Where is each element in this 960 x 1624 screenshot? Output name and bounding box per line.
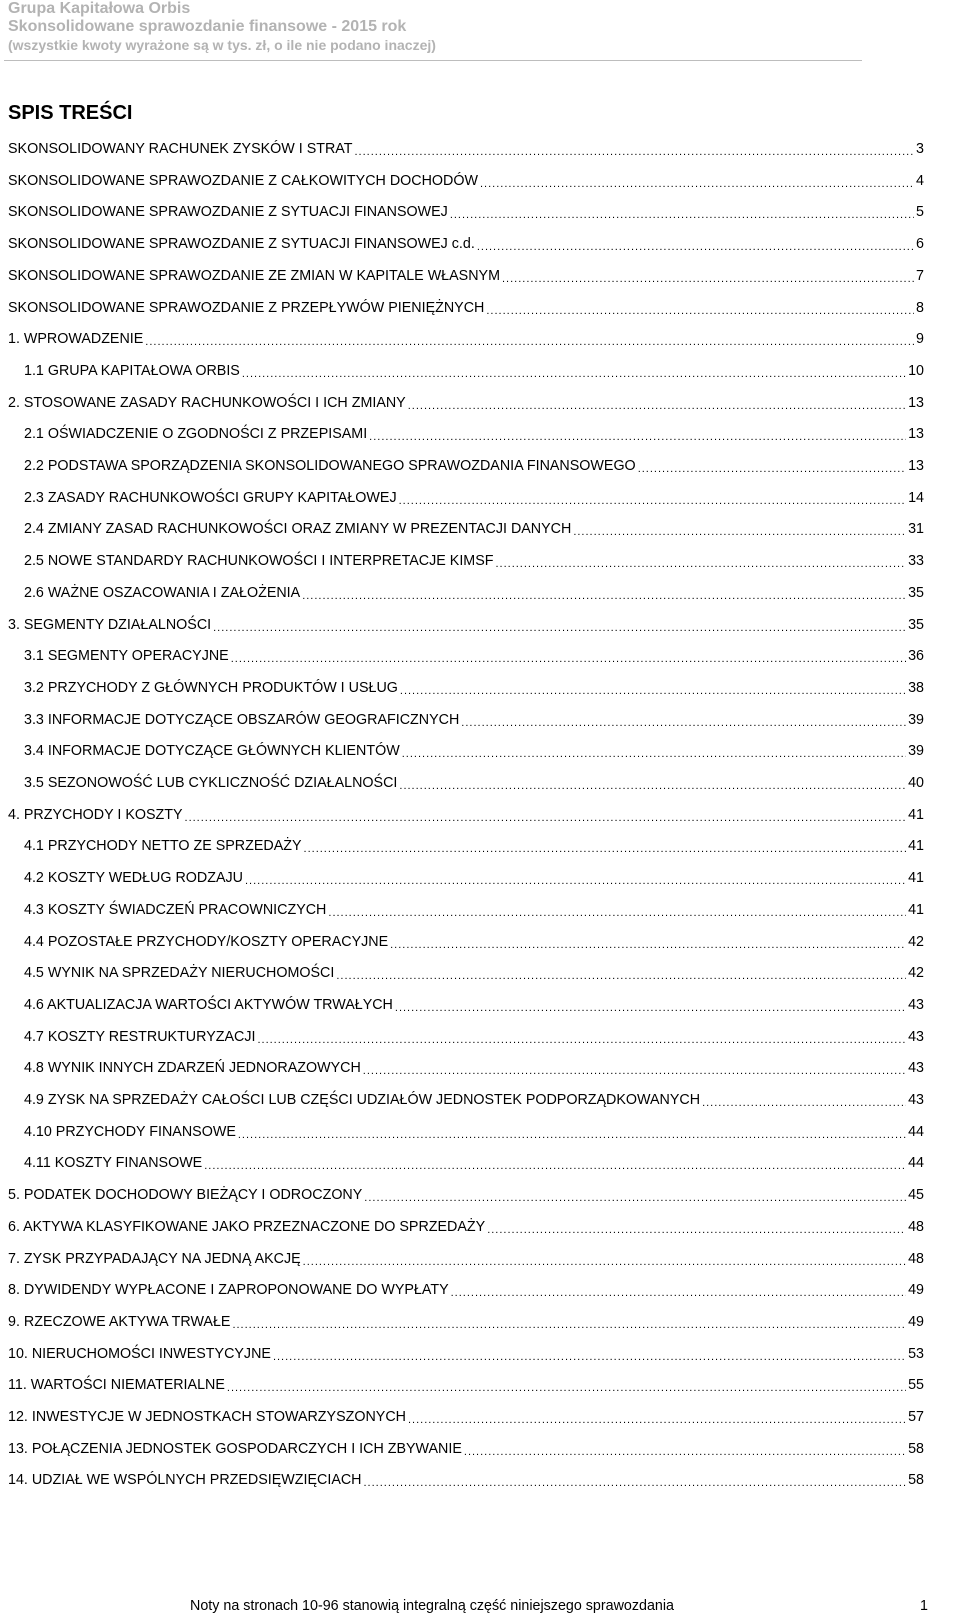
toc-entry-label: 1. WPROWADZENIE xyxy=(8,331,144,348)
toc-entry-label: 9. RZECZOWE AKTYWA TRWAŁE xyxy=(8,1313,231,1330)
toc-leader-dots xyxy=(702,1095,906,1109)
toc-leader-dots xyxy=(573,524,906,538)
toc-entry-page: 41 xyxy=(908,901,924,918)
toc-leader-dots xyxy=(238,1127,906,1141)
toc-entry-page: 58 xyxy=(908,1472,924,1489)
toc-entry[interactable] xyxy=(8,295,924,317)
toc-entry[interactable] xyxy=(24,485,924,507)
toc-entry-page: 5 xyxy=(916,204,924,221)
toc-entry-page: 55 xyxy=(908,1377,924,1394)
toc-leader-dots xyxy=(502,271,914,285)
toc-entry-page: 40 xyxy=(908,775,924,791)
footer-note: Noty na stronach 10-96 stanowią integralną część niniejszego sprawozdania xyxy=(190,1598,674,1614)
company-name: Grupa Kapitałowa Orbis xyxy=(8,0,191,17)
toc-entry-page: 35 xyxy=(908,584,924,601)
toc-entry-label: 3. SEGMENTY DZIAŁALNOŚCI xyxy=(8,616,212,633)
toc-leader-dots xyxy=(355,144,915,158)
toc-leader-dots xyxy=(400,683,906,697)
toc-leader-dots xyxy=(495,556,906,570)
toc-entry[interactable] xyxy=(8,390,924,412)
toc-entry[interactable] xyxy=(8,1309,924,1331)
toc-leader-dots xyxy=(257,1032,906,1046)
toc-leader-dots xyxy=(231,651,906,665)
toc-entry[interactable] xyxy=(24,992,924,1014)
toc-leader-dots xyxy=(395,1000,906,1014)
toc-entry-label: 3.3 INFORMACJE DOTYCZĄCE OBSZARÓW GEOGRAFICZNYCH xyxy=(24,711,460,728)
toc-entry-page: 49 xyxy=(908,1313,924,1330)
toc-entry-page: 33 xyxy=(908,553,924,570)
toc-entry[interactable] xyxy=(8,263,924,285)
toc-entry[interactable] xyxy=(8,1277,924,1299)
toc-leader-dots xyxy=(213,620,906,634)
toc-entry-label: 1.1 GRUPA KAPITAŁOWA ORBIS xyxy=(24,362,240,379)
toc-entry-label: 4.1 PRZYCHODY NETTO ZE SPRZEDAŻY xyxy=(24,838,302,855)
toc-leader-dots xyxy=(328,905,906,919)
toc-entry-label: 5. PODATEK DOCHODOWY BIEŻĄCY I ODROCZONY xyxy=(8,1187,363,1204)
toc-leader-dots xyxy=(477,239,914,253)
toc-leader-dots xyxy=(408,1412,906,1426)
toc-entry-page: 44 xyxy=(908,1123,924,1140)
toc-entry[interactable] xyxy=(24,358,924,380)
currency-note: (wszystkie kwoty wyrażone są w tys. zł, o ile nie podano inaczej) xyxy=(8,37,436,53)
toc-entry[interactable] xyxy=(8,1182,924,1204)
toc-leader-dots xyxy=(450,207,914,221)
toc-entry-page: 13 xyxy=(908,394,924,411)
toc-entry[interactable] xyxy=(24,675,924,697)
toc-entry-label: 4.7 KOSZTY RESTRUKTURYZACJI xyxy=(24,1028,256,1045)
toc-entry-page: 7 xyxy=(916,267,924,284)
toc-leader-dots xyxy=(369,429,906,443)
toc-entry-page: 8 xyxy=(916,299,924,316)
toc-entry[interactable] xyxy=(24,421,924,443)
toc-entry-label: 11. WARTOŚCI NIEMATERIALNE xyxy=(8,1377,225,1394)
toc-entry[interactable] xyxy=(24,929,924,951)
toc-entry-label: 12. INWESTYCJE W JEDNOSTKACH STOWARZYSZONYCH xyxy=(8,1409,406,1425)
toc-leader-dots xyxy=(399,778,906,792)
toc-entry-label: 7. ZYSK PRZYPADAJĄCY NA JEDNĄ AKCJĘ xyxy=(8,1250,301,1267)
toc-entry-label: 4. PRZYCHODY I KOSZTY xyxy=(8,806,183,823)
toc-entry-page: 44 xyxy=(908,1155,924,1172)
toc-leader-dots xyxy=(303,1254,906,1268)
toc-entry-page: 53 xyxy=(908,1345,924,1362)
toc-leader-dots xyxy=(242,366,906,380)
toc-entry[interactable] xyxy=(24,707,924,729)
toc-leader-dots xyxy=(364,1475,907,1489)
toc-leader-dots xyxy=(232,1317,906,1331)
toc-entry-page: 58 xyxy=(908,1440,924,1457)
toc-entry[interactable] xyxy=(8,168,924,190)
toc-entry[interactable] xyxy=(8,1214,924,1236)
page-number: 1 xyxy=(920,1598,928,1614)
toc-leader-dots xyxy=(461,715,906,729)
toc-entry-page: 6 xyxy=(916,236,924,253)
toc-entry-label: 4.5 WYNIK NA SPRZEDAŻY NIERUCHOMOŚCI xyxy=(24,965,335,982)
toc-leader-dots xyxy=(638,461,906,475)
toc-leader-dots xyxy=(304,841,907,855)
toc-entry-label: 3.5 SEZONOWOŚĆ LUB CYKLICZNOŚĆ DZIAŁALNOŚCI xyxy=(24,775,398,791)
toc-entry[interactable] xyxy=(8,802,924,824)
toc-entry-label: 4.6 AKTUALIZACJA WARTOŚCI AKTYWÓW TRWAŁYCH xyxy=(24,996,393,1013)
toc-entry[interactable] xyxy=(8,326,924,348)
toc-entry-label: 3.2 PRZYCHODY Z GŁÓWNYCH PRODUKTÓW I USŁUG xyxy=(24,679,398,696)
toc-entry[interactable] xyxy=(24,738,924,760)
toc-entry[interactable] xyxy=(8,1372,924,1394)
toc-entry-page: 10 xyxy=(908,362,924,379)
toc-entry[interactable] xyxy=(24,643,924,665)
toc-entry-label: 13. POŁĄCZENIA JEDNOSTEK GOSPODARCZYCH I ICH ZBYWANIE xyxy=(8,1440,462,1457)
toc-leader-dots xyxy=(336,968,906,982)
toc-entry-page: 42 xyxy=(908,933,924,950)
toc-entry[interactable] xyxy=(24,833,924,855)
toc-entry-page: 43 xyxy=(908,996,924,1013)
toc-leader-dots xyxy=(363,1063,906,1077)
toc-leader-dots xyxy=(185,810,907,824)
toc-leader-dots xyxy=(390,937,906,951)
toc-entry-label: 14. UDZIAŁ WE WSPÓLNYCH PRZEDSIĘWZIĘCIACH xyxy=(8,1472,362,1489)
toc-entry-label: 8. DYWIDENDY WYPŁACONE I ZAPROPONOWANE DO WYPŁATY xyxy=(8,1282,449,1299)
toc-leader-dots xyxy=(486,303,914,317)
toc-entry-label: SKONSOLIDOWANY RACHUNEK ZYSKÓW I STRAT xyxy=(8,141,353,157)
toc-leader-dots xyxy=(364,1190,906,1204)
toc-entry-label: 6. AKTYWA KLASYFIKOWANE JAKO PRZEZNACZONE DO SPRZEDAŻY xyxy=(8,1218,486,1235)
toc-leader-dots xyxy=(273,1349,906,1363)
toc-entry-page: 48 xyxy=(908,1250,924,1267)
toc-entry[interactable] xyxy=(24,865,924,887)
toc-entry[interactable] xyxy=(8,199,924,221)
toc-entry-label: 2.4 ZMIANY ZASAD RACHUNKOWOŚCI ORAZ ZMIANY W PREZENTACJI DANYCH xyxy=(24,521,572,538)
toc-entry-page: 36 xyxy=(908,648,924,665)
toc-entry[interactable] xyxy=(24,1087,924,1109)
toc-entry-page: 42 xyxy=(908,965,924,982)
toc-entry-page: 41 xyxy=(908,870,924,887)
toc-entry-label: SKONSOLIDOWANE SPRAWOZDANIE Z SYTUACJI FINANSOWEJ c.d. xyxy=(8,236,475,253)
toc-entry[interactable] xyxy=(24,580,924,602)
toc-title: SPIS TREŚCI xyxy=(8,102,133,124)
toc-entry-label: SKONSOLIDOWANE SPRAWOZDANIE Z SYTUACJI FINANSOWEJ xyxy=(8,204,448,221)
toc-entry[interactable] xyxy=(8,612,924,634)
toc-entry-page: 43 xyxy=(908,1092,924,1108)
toc-entry-label: SKONSOLIDOWANE SPRAWOZDANIE Z PRZEPŁYWÓW PIENIĘŻNYCH xyxy=(8,299,485,316)
toc-entry[interactable] xyxy=(8,1467,924,1489)
toc-entry-page: 43 xyxy=(908,1028,924,1045)
toc-entry-page: 41 xyxy=(908,806,924,823)
toc-leader-dots xyxy=(302,588,906,602)
toc-entry[interactable] xyxy=(8,231,924,253)
toc-entry-page: 39 xyxy=(908,711,924,728)
toc-leader-dots xyxy=(402,746,906,760)
toc-leader-dots xyxy=(408,398,906,412)
toc-entry-page: 57 xyxy=(908,1409,924,1425)
toc-entry-label: 2.6 WAŻNE OSZACOWANIA I ZAŁOŻENIA xyxy=(24,584,301,601)
toc-entry-label: 4.10 PRZYCHODY FINANSOWE xyxy=(24,1123,236,1140)
toc-entry-label: 2.3 ZASADY RACHUNKOWOŚCI GRUPY KAPITAŁOWEJ xyxy=(24,489,397,506)
toc-entry-label: 2.5 NOWE STANDARDY RACHUNKOWOŚCI I INTERPRETACJE KIMSF xyxy=(24,553,494,570)
toc-entry[interactable] xyxy=(8,1436,924,1458)
toc-entry-label: 4.4 POZOSTAŁE PRZYCHODY/KOSZTY OPERACYJNE xyxy=(24,933,389,950)
toc-entry-label: 4.3 KOSZTY ŚWIADCZEŃ PRACOWNICZYCH xyxy=(24,901,327,918)
toc-entry-page: 9 xyxy=(916,331,924,348)
toc-entry-label: 4.8 WYNIK INNYCH ZDARZEŃ JEDNORAZOWYCH xyxy=(24,1060,361,1077)
toc-entry-label: 2.2 PODSTAWA SPORZĄDZENIA SKONSOLIDOWANEGO SPRAWOZDANIA FINANSOWEGO xyxy=(24,458,636,474)
toc-entry-page: 39 xyxy=(908,743,924,760)
toc-leader-dots xyxy=(464,1444,906,1458)
toc-entry-page: 3 xyxy=(916,141,924,157)
toc-entry[interactable] xyxy=(8,1404,924,1426)
toc-entry[interactable] xyxy=(24,1024,924,1046)
toc-entry[interactable] xyxy=(24,1150,924,1172)
toc-entry-label: 4.11 KOSZTY FINANSOWE xyxy=(24,1155,203,1172)
header-divider xyxy=(4,60,862,61)
toc-entry-label: 3.1 SEGMENTY OPERACYJNE xyxy=(24,648,229,665)
toc-entry[interactable] xyxy=(24,960,924,982)
toc-entry-page: 49 xyxy=(908,1282,924,1299)
toc-leader-dots xyxy=(451,1285,906,1299)
toc-entry-label: 4.9 ZYSK NA SPRZEDAŻY CAŁOŚCI LUB CZĘŚCI UDZIAŁÓW JEDNOSTEK PODPORZĄDKOWANYCH xyxy=(24,1092,701,1108)
toc-leader-dots xyxy=(487,1222,906,1236)
toc-entry[interactable] xyxy=(8,136,924,158)
toc-entry-label: SKONSOLIDOWANE SPRAWOZDANIE ZE ZMIAN W KAPITALE WŁASNYM xyxy=(8,267,500,284)
toc-leader-dots xyxy=(399,493,907,507)
toc-entry-label: SKONSOLIDOWANE SPRAWOZDANIE Z CAŁKOWITYCH DOCHODÓW xyxy=(8,172,478,189)
toc-entry-page: 13 xyxy=(908,458,924,474)
toc-entry-page: 13 xyxy=(908,426,924,443)
toc-entry-page: 35 xyxy=(908,616,924,633)
page-header xyxy=(8,0,862,54)
toc-entry[interactable] xyxy=(24,453,924,475)
toc-entry[interactable] xyxy=(24,516,924,538)
toc-entry-page: 38 xyxy=(908,679,924,696)
toc-entry-label: 3.4 INFORMACJE DOTYCZĄCE GŁÓWNYCH KLIENTÓW xyxy=(24,743,400,760)
toc-entry-page: 31 xyxy=(908,521,924,538)
toc-leader-dots xyxy=(245,873,906,887)
toc-entry-page: 41 xyxy=(908,838,924,855)
toc-entry[interactable] xyxy=(8,1341,924,1363)
toc-entry-label: 2.1 OŚWIADCZENIE O ZGODNOŚCI Z PRZEPISAMI xyxy=(24,426,368,443)
toc-leader-dots xyxy=(204,1158,906,1172)
toc-entry-label: 10. NIERUCHOMOŚCI INWESTYCYJNE xyxy=(8,1345,271,1362)
toc-entry-page: 43 xyxy=(908,1060,924,1077)
page-footer xyxy=(190,1598,928,1614)
toc-entry-page: 14 xyxy=(908,489,924,506)
toc-entry-label: 2. STOSOWANE ZASADY RACHUNKOWOŚCI I ICH ZMIANY xyxy=(8,394,406,411)
toc-entry-page: 48 xyxy=(908,1218,924,1235)
toc-entry[interactable] xyxy=(24,897,924,919)
toc-leader-dots xyxy=(480,176,914,190)
toc-entry[interactable] xyxy=(24,1055,924,1077)
toc-leader-dots xyxy=(145,334,914,348)
toc-entry-page: 4 xyxy=(916,172,924,189)
toc-entry[interactable] xyxy=(24,770,924,792)
toc-leader-dots xyxy=(227,1380,906,1394)
toc-entry-page: 45 xyxy=(908,1187,924,1204)
toc-entry[interactable] xyxy=(24,548,924,570)
report-title: Skonsolidowane sprawozdanie finansowe - 2015 rok xyxy=(8,18,407,35)
toc-entry[interactable] xyxy=(8,1246,924,1268)
toc-entry-label: 4.2 KOSZTY WEDŁUG RODZAJU xyxy=(24,870,243,887)
toc-entry[interactable] xyxy=(24,1119,924,1141)
